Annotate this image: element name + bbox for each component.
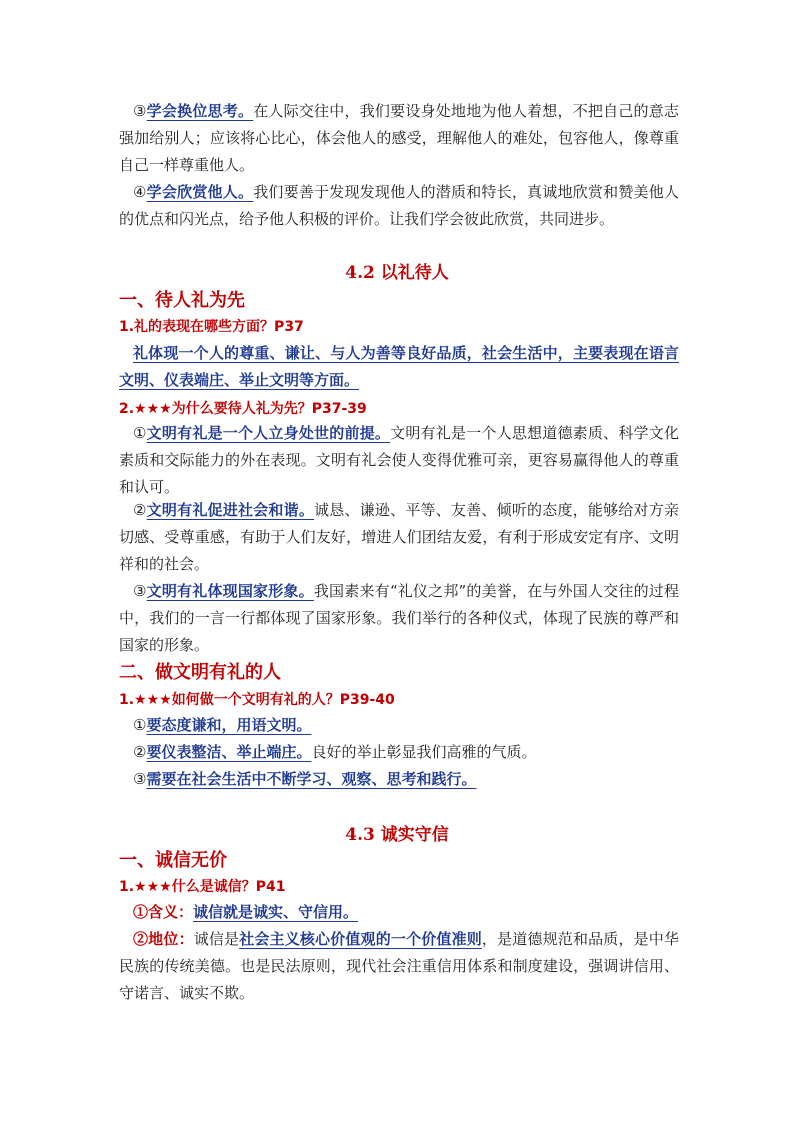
item-label: ①含义： <box>133 903 194 921</box>
key-point: 文明有礼促进社会和谐。 <box>146 501 315 519</box>
item-number: ① <box>133 716 147 734</box>
key-point: 文明有礼体现国家形象。 <box>146 582 314 600</box>
key-point: 学会欣赏他人。 <box>146 183 254 201</box>
key-point: 要仪表整洁、举止端庄。 <box>146 743 312 761</box>
paragraph-text: 诚恳、谦逊、平等、友善、倾听的态度，能够给对方亲切感、受尊重感，有助于人们友好，增进人们团结友爱，有利于形成安定有序、文明祥和的社会。 <box>119 501 679 573</box>
question-4: 1.★★★什么是诚信？P41 <box>119 879 286 895</box>
reason-3 <box>119 578 679 659</box>
way-1 <box>119 712 679 739</box>
paragraph-text: 在人际交往中，我们要设身处地地为他人着想，不把自己的意志强加给别人；应该将心比心，体会他人的感受，理解他人的难处，包容他人，像尊重自己一样尊重他人。 <box>119 102 679 174</box>
way-2 <box>119 739 679 766</box>
item-number: ① <box>133 424 147 442</box>
key-point: 学会换位思考。 <box>146 102 254 120</box>
paragraph-empathy <box>119 98 679 179</box>
heading-be-civil: 二、做文明有礼的人 <box>119 662 281 683</box>
heading-integrity: 一、诚信无价 <box>119 850 227 871</box>
key-point: 礼体现一个人的尊重、谦让、与人为善等良好品质，社会生活中，主要表现在语言文明、仪表端庄、举止文明等方面。 <box>119 344 679 389</box>
item-number: ② <box>133 743 147 761</box>
way-3 <box>119 766 679 793</box>
item-number: ③ <box>133 582 147 600</box>
paragraph-appreciate <box>119 179 679 233</box>
item-label: ②地位： <box>133 930 194 948</box>
question-2: 2.★★★为什么要待人礼为先？P37-39 <box>119 401 367 417</box>
integrity-meaning <box>119 899 679 926</box>
paragraph-text: 我们要善于发现发现他人的潜质和特长，真诚地欣赏和赞美他人的优点和闪光点，给予他人积极的评价。让我们学会彼此欣赏，共同进步。 <box>119 183 679 228</box>
heading-etiquette-first: 一、待人礼为先 <box>119 290 245 311</box>
section-title-4-2: 4.2 以礼待人 <box>345 263 449 283</box>
key-point: 文明有礼是一个人立身处世的前提。 <box>146 424 391 442</box>
item-number: ③ <box>133 102 147 120</box>
integrity-status <box>119 926 679 1007</box>
question-1: 1.礼的表现在哪些方面？P37 <box>119 319 304 335</box>
paragraph-text: 良好的举止彰显我们高雅的气质。 <box>311 743 537 761</box>
reason-1 <box>119 420 679 501</box>
answer-1 <box>119 340 679 394</box>
key-point: 要态度谦和，用语文明。 <box>146 716 312 734</box>
paragraph-text: 文明有礼是一个人思想道德素质、科学文化素质和交际能力的外在表现。文明有礼会使人变得优雅可亲，更容易赢得他人的尊重和认可。 <box>119 424 679 496</box>
key-point: 需要在社会生活中不断学习、观察、思考和践行。 <box>146 770 477 788</box>
item-number: ④ <box>133 183 147 201</box>
key-point: 社会主义核心价值观的一个价值准则 <box>239 930 482 948</box>
item-number: ③ <box>133 770 147 788</box>
paragraph-text: 我国素来有“礼仪之邦”的美誉，在与外国人交往的过程中，我们的一言一行都体现了国家形象。我们举行的各种仪式，体现了民族的尊严和国家的形象。 <box>119 582 679 654</box>
paragraph-text: ，是道德规范和品质，是中华民族的传统美德。也是民法原则，现代社会注重信用体系和制度建设，强调讲信用、守诺言、诚实不欺。 <box>119 930 679 1002</box>
section-title-4-3: 4.3 诚实守信 <box>345 825 449 845</box>
item-number: ② <box>133 501 147 519</box>
question-3: 1.★★★如何做一个文明有礼的人？P39-40 <box>119 692 395 708</box>
key-point: 诚信就是诚实、守信用。 <box>193 903 359 921</box>
reason-2 <box>119 497 679 578</box>
paragraph-text: 诚信是 <box>193 930 240 948</box>
